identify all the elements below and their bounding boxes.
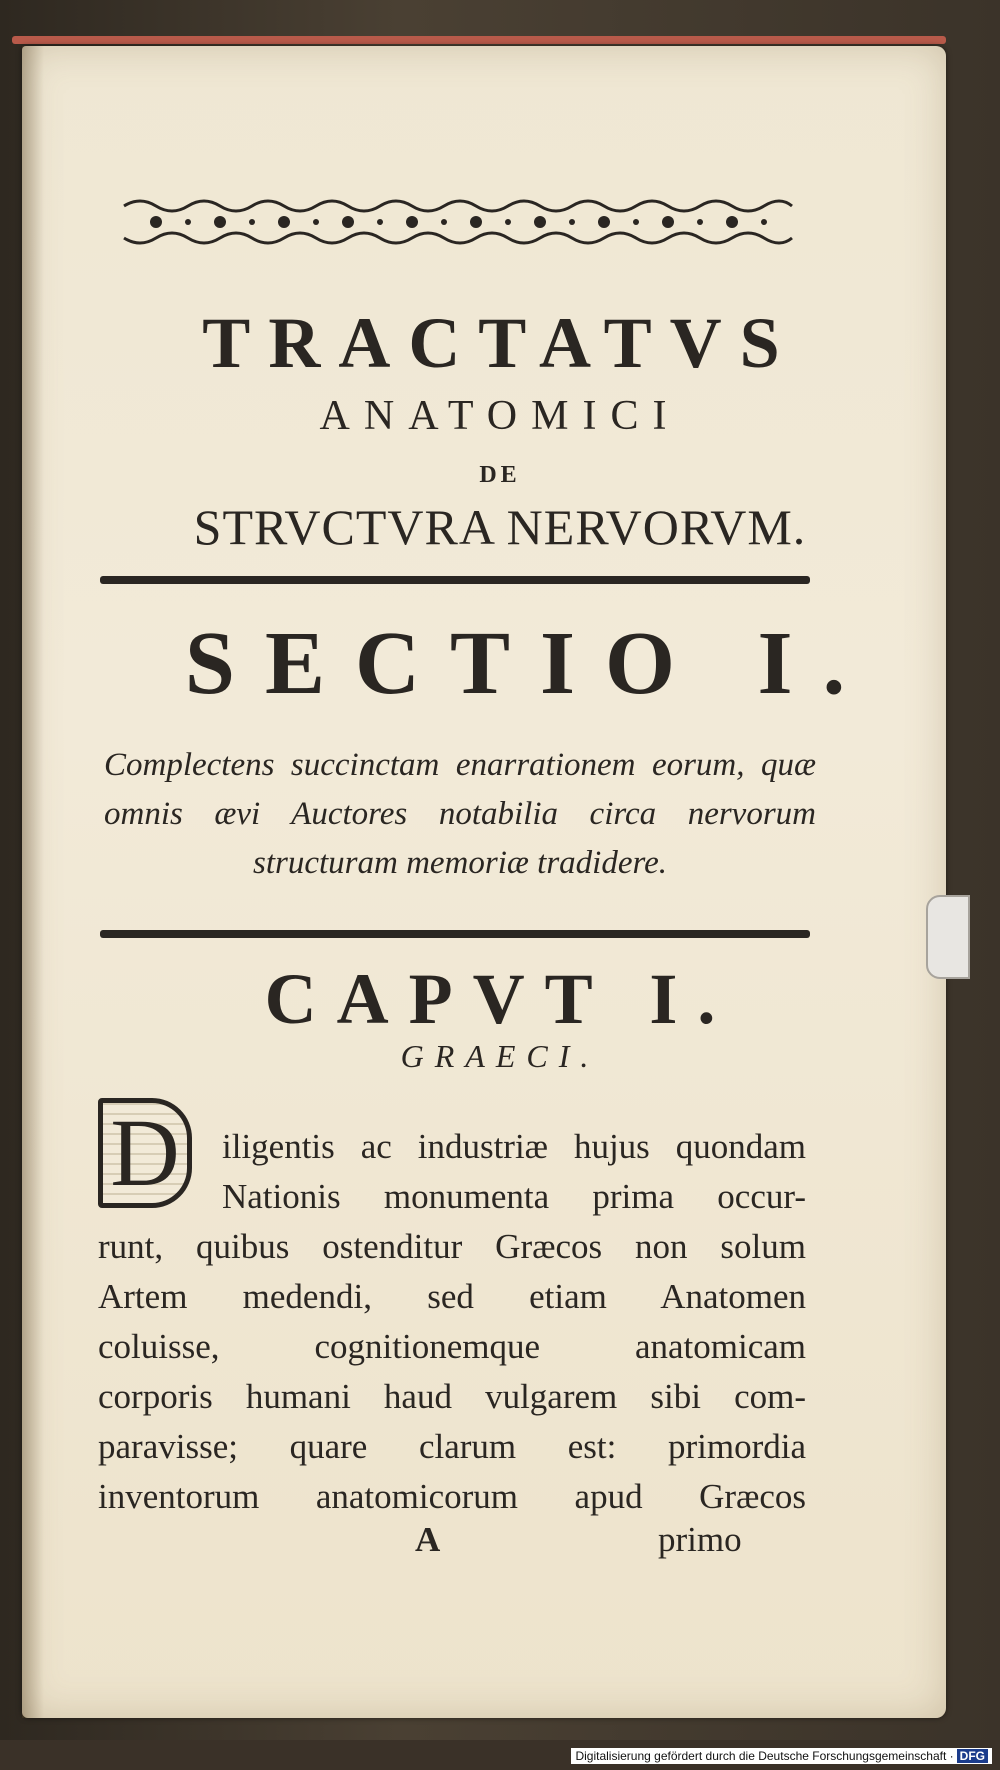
title-line-2: ANATOMICI bbox=[319, 393, 681, 439]
digitization-credit bbox=[571, 1748, 992, 1764]
section-subtitle: Complectens succinctam enarrationem eorum, quæ omnis ævi Auctores notabilia circa nervorum structuram memoriæ tradidere. bbox=[104, 747, 816, 881]
body-line: Artem medendi, sed etiam Anatomen bbox=[98, 1277, 806, 1316]
chapter-subtitle: GRAECI. bbox=[400, 1038, 600, 1074]
body-line: runt, quibus ostenditur Græcos non solum bbox=[98, 1227, 806, 1266]
body-line: coluisse, cognitionemque anatomicam bbox=[98, 1327, 806, 1366]
body-text bbox=[98, 1122, 806, 1522]
body-line: inventorum anatomicorum apud Græcos bbox=[98, 1477, 806, 1516]
dfg-logo: DFG bbox=[957, 1749, 988, 1763]
body-line: paravisse; quare clarum est: primordia bbox=[98, 1427, 806, 1466]
signature-mark: A bbox=[415, 1520, 441, 1559]
section-title: SECTIO I. bbox=[184, 614, 876, 713]
body-line: corporis humani haud vulgarem sibi com- bbox=[98, 1377, 806, 1416]
decorated-initial-letter: D bbox=[98, 1098, 192, 1208]
horizontal-rule bbox=[100, 930, 810, 938]
catchword: primo bbox=[658, 1520, 742, 1559]
title-line-4: STRVCTVRA NERVORVM. bbox=[193, 499, 807, 555]
page-edge bbox=[12, 36, 946, 44]
body-line: Nationis monumenta prima occur- bbox=[222, 1177, 806, 1216]
title-line-1: TRACTATVS bbox=[202, 303, 798, 383]
chapter-title: CAPVT I. bbox=[264, 959, 736, 1039]
decorative-ornament-band bbox=[120, 192, 796, 252]
page-gutter bbox=[22, 46, 44, 1718]
horizontal-rule bbox=[100, 576, 810, 584]
credit-text: Digitalisierung gefördert durch die Deutsche Forschungsgemeinschaft · bbox=[575, 1749, 954, 1763]
title-line-3: DE bbox=[479, 462, 521, 488]
body-line: iligentis ac industriæ hujus quondam bbox=[222, 1127, 806, 1166]
